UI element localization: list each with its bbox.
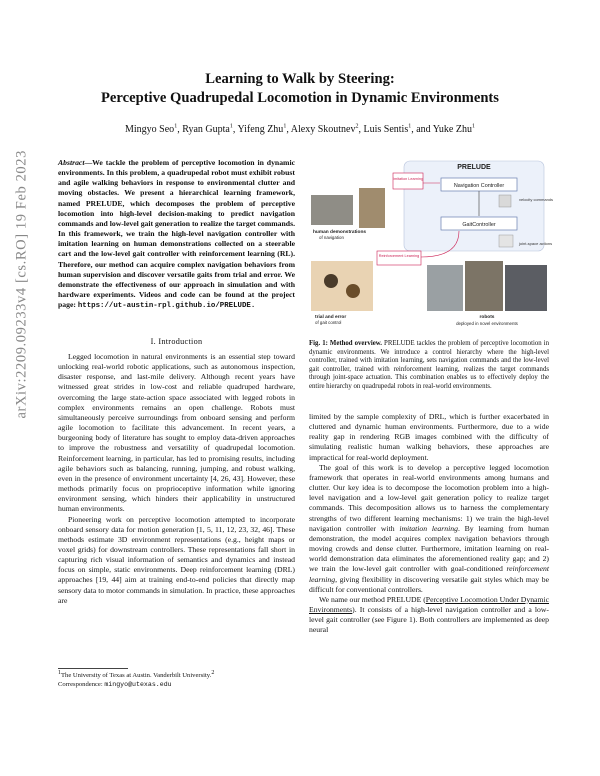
author: Yuke Zhu$^1$ [432,123,475,135]
caption-label: Fig. 1: Method overview. [309,340,382,347]
joystick-icon [499,195,511,207]
navigation-controller-label: Navigation Controller [453,183,505,189]
arxiv-stamp: arXiv:2209.09233v4 [cs.RO] 19 Feb 2023 [13,150,30,419]
correspondence-email[interactable]: mingyo@utexas.edu [104,680,172,688]
deployed-label: deployed in novel environments [456,321,518,326]
robot-leg-icon [499,235,513,247]
footnote [58,669,295,689]
author: Ryan Gupta$^1$, [182,123,238,135]
author: Mingyo Seo$^1$, [125,123,183,135]
author: Alexy Skoutnev$^2$, [290,123,364,135]
abstract [58,158,295,311]
robot-photo [505,265,547,311]
author-list [60,124,540,135]
paragraph: Pioneering work on perceptive locomotion attempted to incorporate onboard sensory data for motion generation [1, 5, 11, 12, 23, 32, 46]. These methods estimate 3D environment representations (e.g., height maps or voxel grids) for downstream controllers. These representations fall short in capturing rich visual information of semantics and dynamics and instead focus on simple, static environments. Deep reinforcement learning (DRL) approaches [19, 44] aim at training end-to-end policies that directly map sensory data to motor commands in simulation. In practice, these approaches are [58,514,295,605]
project-url[interactable]: https://ut-austin-rpl.github.io/PRELUDE. [77,302,256,311]
paragraph: Legged locomotion in natural environments is an essential step toward unlocking real-world robotic applications, such as autonomous inspection, disaster response, and last-mile delivery. Although recent years have witnessed great strides in low-cost and reliable quadruped hardware, overcoming the large state-action space associated with legged robots in complex environments remains an open challenge. Robots must simultaneously perceive surroundings from onboard sensing and perform agile locomotion to facilitate this advancement. In recent years, a burgeoning body of literature has sought to employ data-driven approaches to improve the robustness and versatility of quadrupedal locomotion. Reinforcement learning, in particular, has led to promising results, including agile behaviors such as balancing, running, jumping, and robust walking, even in the presence of environment uncertainty [4, 26, 43]. However, these methods primarily focus on proprioceptive information while ignoring environment sensing, which hinders their applicability in unstructured human environments. [58,352,295,514]
robot-photo [465,261,503,311]
demonstration-photo [359,188,385,228]
author: Luis Sentis$^1$, and [363,123,433,135]
robots-label: robots [479,315,495,320]
robot-photo [427,265,463,311]
simulated-robot [324,274,338,288]
title-line-1: Learning to Walk by Steering: [205,71,395,87]
author: Yifeng Zhu$^1$, [237,123,291,135]
section-heading-introduction: I. Introduction [150,337,203,346]
caption-text: PRELUDE tackles the problem of perceptive locomotion in dynamic environments. We introduce a control hierarchy where the high-level controller, trained with imitation learning, sets navigation commands and the low-level gait controller, trained with reinforcement learning, realizes the target commands through joint-space actuation. This combination enables us to effectively deploy the entire hierarchy on quadrupedal robots in real-world environments. [309,340,550,390]
simulated-robot [346,284,360,298]
imitation-learning-label: Imitation Learning [392,177,424,181]
prelude-title: PRELUDE [457,164,491,171]
figure-method-overview [309,153,554,335]
introduction-body [58,352,295,606]
paper-title [60,70,540,108]
demonstration-photo [311,195,353,225]
velocity-commands-label: velocity commands [519,197,554,202]
affiliations: $^1$The University of Texas at Austin. Vanderbilt University.$^2$ [58,669,215,679]
of-navigation-label: of navigation [319,235,344,240]
prelude-panel [404,161,544,251]
human-demonstrations-label: human demonstrations [313,230,367,235]
imitation-learning-box [393,173,423,189]
paragraph: We name our method PRELUDE (Perceptive Locomotion Under Dynamic Environments). It consists of a high-level navigation controller and a low-level gait controller (see Figure 1). Both controllers are implemented as deep neural [309,594,549,635]
reinforcement-learning-label: Reinforcement Learning [378,254,420,258]
correspondence: Correspondence: mingyo@utexas.edu [58,680,172,688]
abstract-text: —We tackle the problem of perceptive locomotion in dynamic environments. In this problem, a quadrupedal robot must exhibit robust and agile walking behaviors in response to environmental clutter and moving obstacles. We present a hierarchical learning framework, named PRELUDE, which decomposes the problem of perceptive locomotion into high-level decision-making to predict navigation commands and low-level gait generation to realize the target commands. In this framework, we train the high-level navigation controller with imitation learning on human demonstrations collected on a steerable cart and the low-level gait controller with reinforcement learning (RL). Therefore, our method can acquire complex navigation behaviors from human supervision and discover versatile gaits from trial and error. We demonstrate the effectiveness of our approach in simulation and with hardware experiments. Videos and code can be found at the project page: [58,158,295,310]
figure-caption [309,340,549,392]
footnote-divider [58,668,128,669]
gait-controller-label: GaitController [462,222,496,228]
trial-and-error-label: trial and error [315,315,347,320]
abstract-label: Abstract [58,158,85,167]
simulation-image [311,261,373,311]
introduction-body-continued [309,412,549,635]
paragraph: limited by the sample complexity of DRL, which is further exacerbated in cluttered and dynamic human environments. Furthermore, due to a wide reality gap in rendering RGB images combined with the difficulty of simulating realistic human walking behaviors, these approaches are impractical for real-world deployment. [309,412,549,462]
paragraph: The goal of this work is to develop a perceptive legged locomotion framework that operates in real-world environments among humans and clutter. Our key idea is to decompose the locomotion problem into a high-level navigation and a low-level gait generation policy to realize target commands. This decomposition allows us to harness the complementary strengths of two different learning mechanisms: 1) we train the high-level navigation controller with imitation learning. By learning from human demonstration, the model acquires complex navigation behaviors through moving crowds and dense clutter. Furthermore, imitation learning on real-world demonstration data eliminates the aforementioned reality gap; and 2) we train the low-level gait controller with goal-conditioned reinforcement learning, giving flexibility in discovering versatile gait styles which may be difficult for conventional controllers. [309,462,549,594]
figure-diagram [309,153,554,335]
of-gait-control-label: of gait control [315,320,342,325]
joint-space-actions-label: joint-space actions [519,241,553,246]
title-line-2: Perceptive Quadrupedal Locomotion in Dynamic Environments [101,90,499,106]
